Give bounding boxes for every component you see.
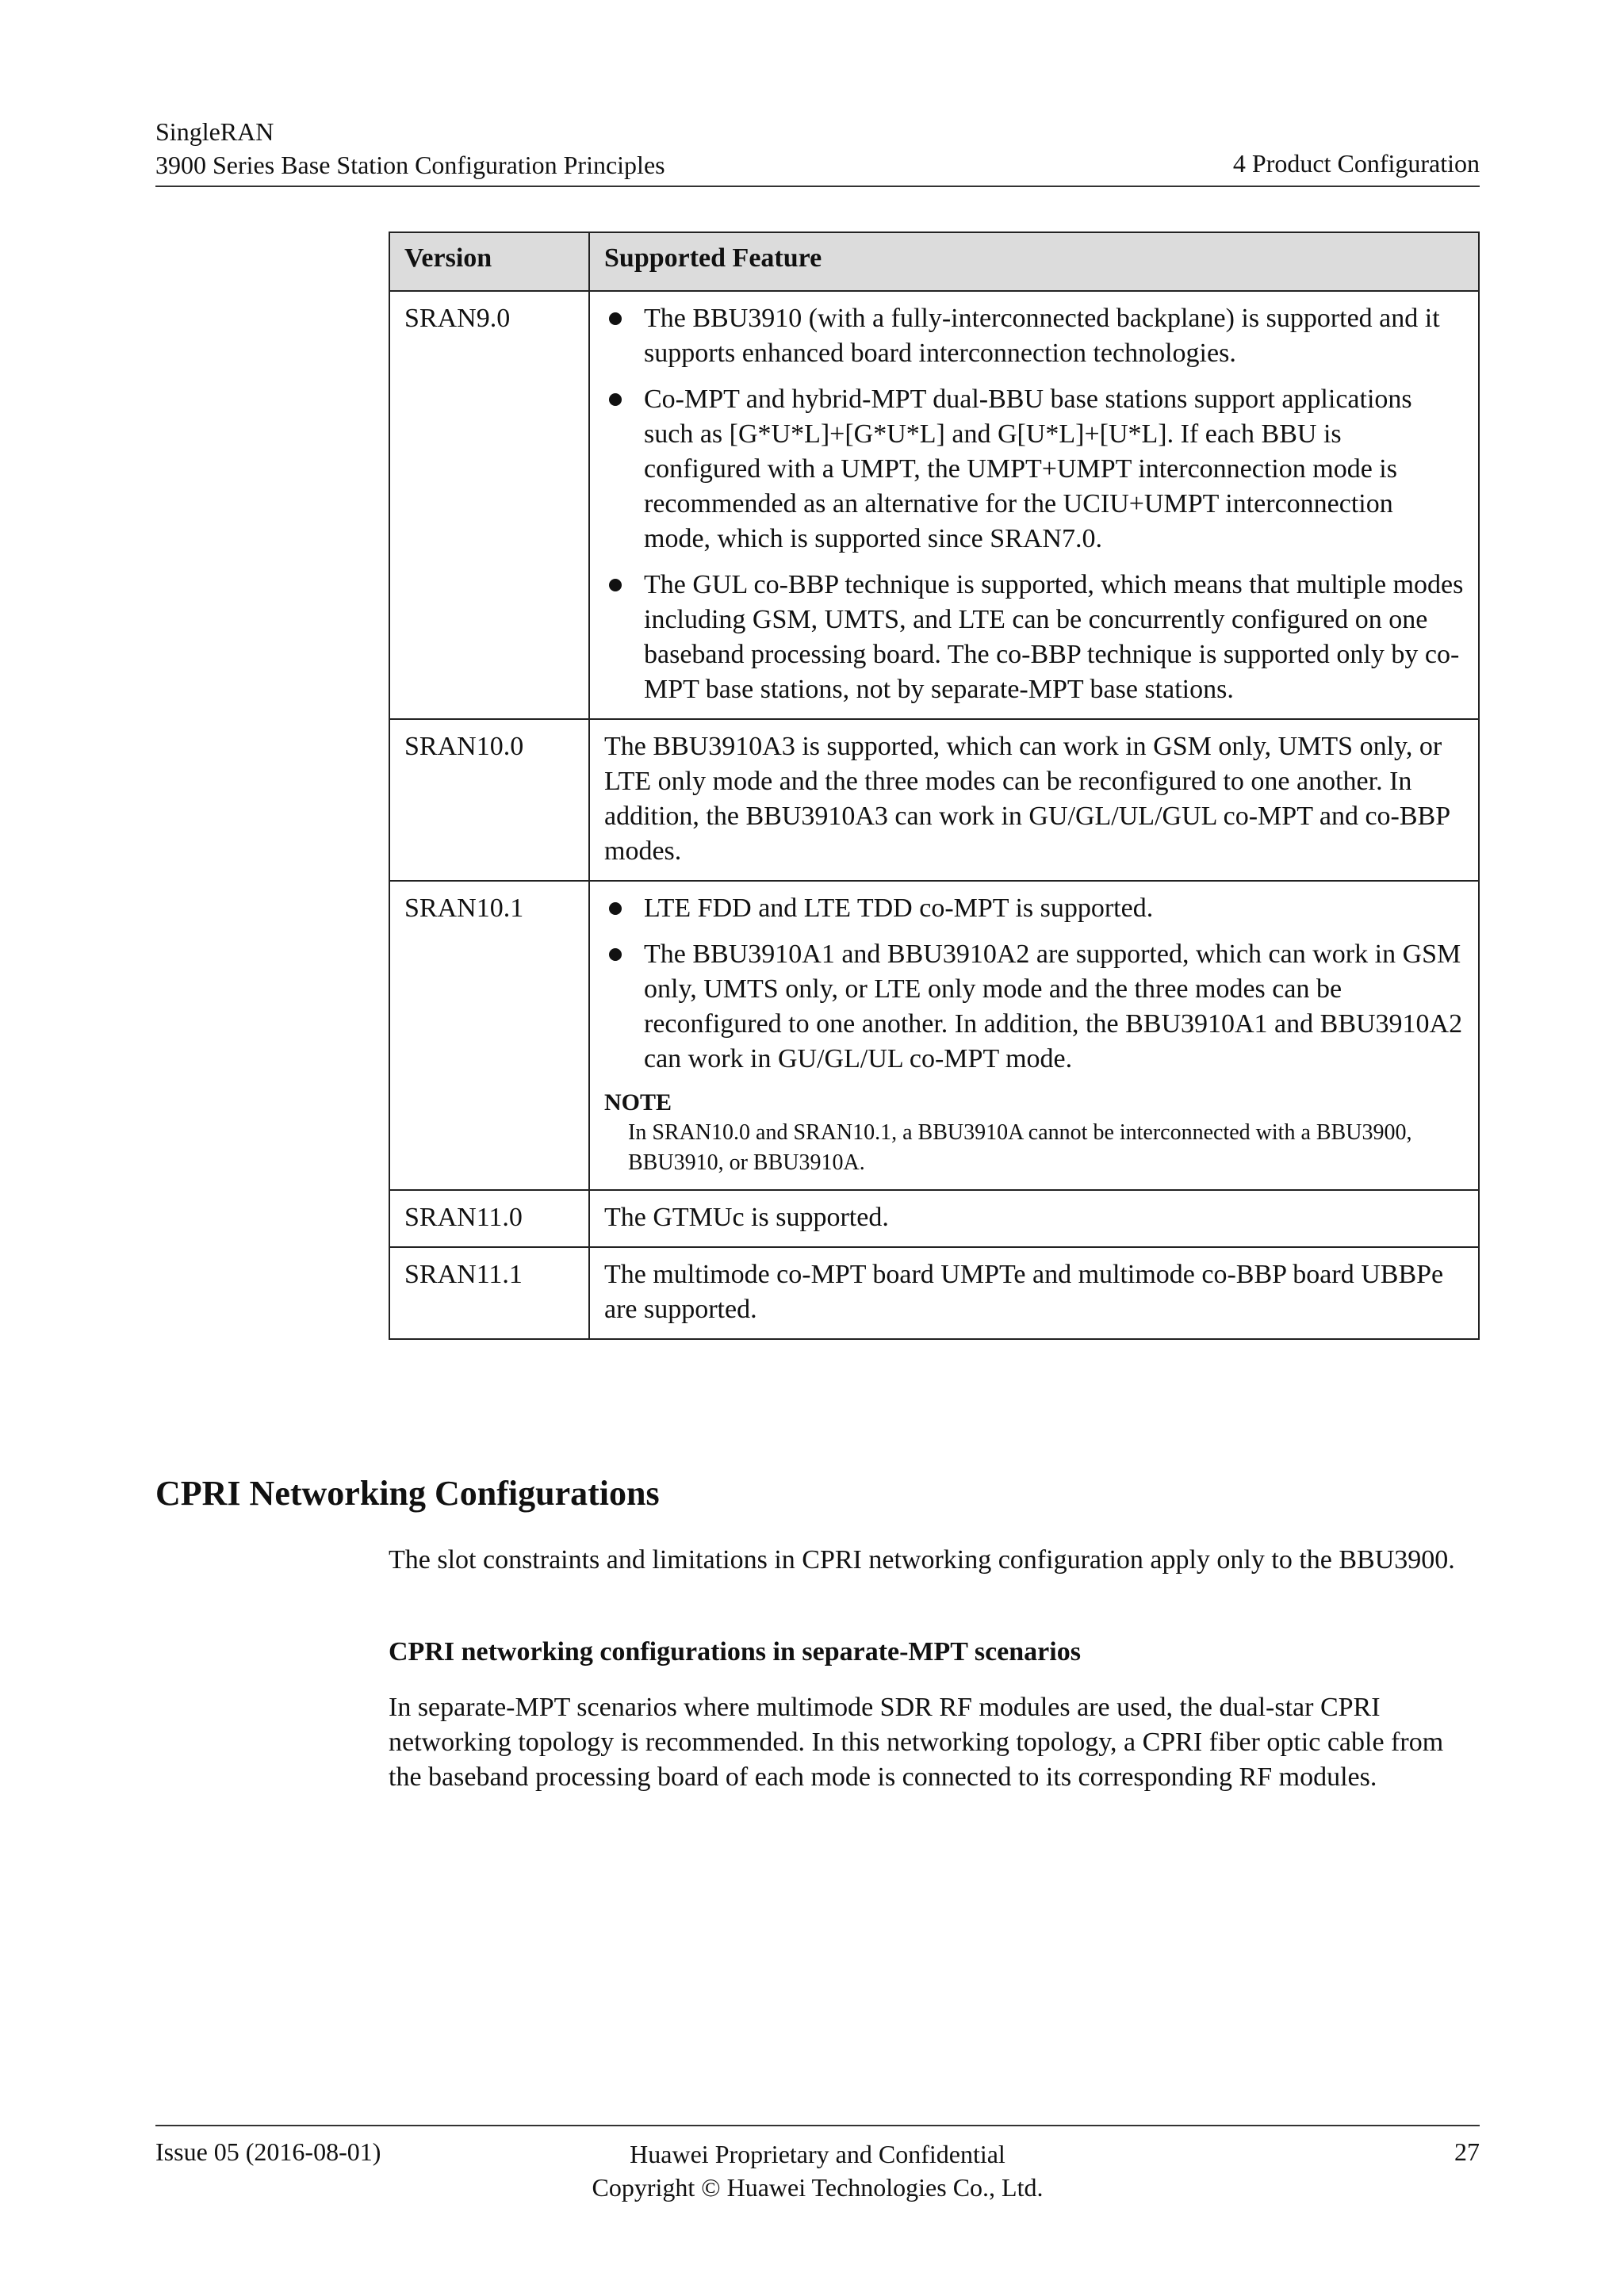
feature-cell [589,881,1479,1190]
column-header-supported-feature: Supported Feature [589,232,1479,291]
footer-confidential: Huawei Proprietary and Confidential [630,2140,1005,2168]
version-cell: SRAN10.0 [389,719,589,881]
note-text: In SRAN10.0 and SRAN10.1, a BBU3910A cannot be interconnected with a BBU3900, BBU3910, or BBU3910A. [628,1120,1412,1175]
paragraph-slot-constraints: The slot constraints and limitations in CPRI networking configuration apply only to the BBU3900. [389,1545,1455,1575]
table-row [389,719,1479,881]
feature-bullet-list [604,301,1464,707]
header-chapter: 4 Product Configuration [1232,149,1480,178]
feature-bullet-text: Co-MPT and hybrid-MPT dual-BBU base stations support applications such as [G*U*L]+[G*U*L] and G[U*L]+[U*L]. If each BBU is configured with a UMPT, the UMPT+UMPT interconnection mode is recommended as an alternative for the UCIU+UMPT interconnection mode, which is supported since SRAN7.0. [644,385,1412,553]
table-row [389,291,1479,719]
section-title: CPRI Networking Configurations [155,1474,660,1513]
feature-bullet [604,568,1464,707]
column-header-version: Version [389,232,589,291]
subheading-separate-mpt: CPRI networking configurations in separate-MPT scenarios [389,1637,1081,1667]
feature-cell: The BBU3910A3 is supported, which can work in GSM only, UMTS only, or LTE only mode and the three modes can be reconfigured to one another. In addition, the BBU3910A3 can work in GU/GL/UL/GUL co-MPT and co-BBP modes. [589,719,1479,881]
feature-cell: The GTMUc is supported. [589,1190,1479,1247]
note-title: NOTE [604,1089,672,1115]
version-cell: SRAN10.1 [389,881,589,1190]
page-header [155,117,1480,187]
table-row [389,1247,1479,1339]
bullet-dot-icon [609,312,622,325]
bullet-dot-icon [609,902,622,915]
version-cell: SRAN11.0 [389,1190,589,1247]
version-cell: SRAN9.0 [389,291,589,719]
version-cell: SRAN11.1 [389,1247,589,1339]
feature-bullet [604,937,1464,1077]
footer-copyright: Copyright © Huawei Technologies Co., Ltd. [592,2173,1044,2202]
table-row [389,1190,1479,1247]
feature-cell: The multimode co-MPT board UMPTe and multimode co-BBP board UBBPe are supported. [589,1247,1479,1339]
feature-bullet-list [604,891,1464,1077]
feature-bullet-text: The BBU3910A1 and BBU3910A2 are supported, which can work in GSM only, UMTS only, or LTE only mode and the three modes can be reconfigured to one another. In addition, the BBU3910A1 and BBU3910A2 can work in GU/GL/UL co-MPT mode. [644,939,1463,1073]
header-doc-title: 3900 Series Base Station Configuration Principles [155,151,665,179]
table-row [389,881,1479,1190]
feature-bullet-text: LTE FDD and LTE TDD co-MPT is supported. [644,894,1154,923]
feature-bullet [604,301,1464,371]
feature-bullet [604,382,1464,557]
table-header-row [389,232,1479,291]
feature-cell [589,291,1479,719]
bullet-dot-icon [609,948,622,961]
bullet-dot-icon [609,393,622,406]
page-footer [155,2125,1480,2206]
footer-center [155,2137,1480,2204]
version-feature-table [389,232,1480,1340]
feature-bullet [604,891,1464,926]
feature-bullet-text: The BBU3910 (with a fully-interconnected backplane) is supported and it supports enhanced board interconnection technologies. [644,304,1440,368]
header-product: SingleRAN [155,117,274,146]
bullet-dot-icon [609,579,622,591]
footer-issue: Issue 05 (2016-08-01) [155,2137,381,2166]
footer-page-number: 27 [1454,2137,1480,2166]
paragraph-dual-star-topology: In separate-MPT scenarios where multimode SDR RF modules are used, the dual-star CPRI networking topology is recommended. In this networking topology, a CPRI fiber optic cable from the baseband processing board of each mode is connected to its corresponding RF modules. [389,1693,1444,1792]
feature-bullet-text: The GUL co-BBP technique is supported, which means that multiple modes including GSM, UMTS, and LTE can be concurrently configured on one baseband processing board. The co-BBP technique is supported only by co-MPT base stations, not by separate-MPT base stations. [644,570,1464,704]
